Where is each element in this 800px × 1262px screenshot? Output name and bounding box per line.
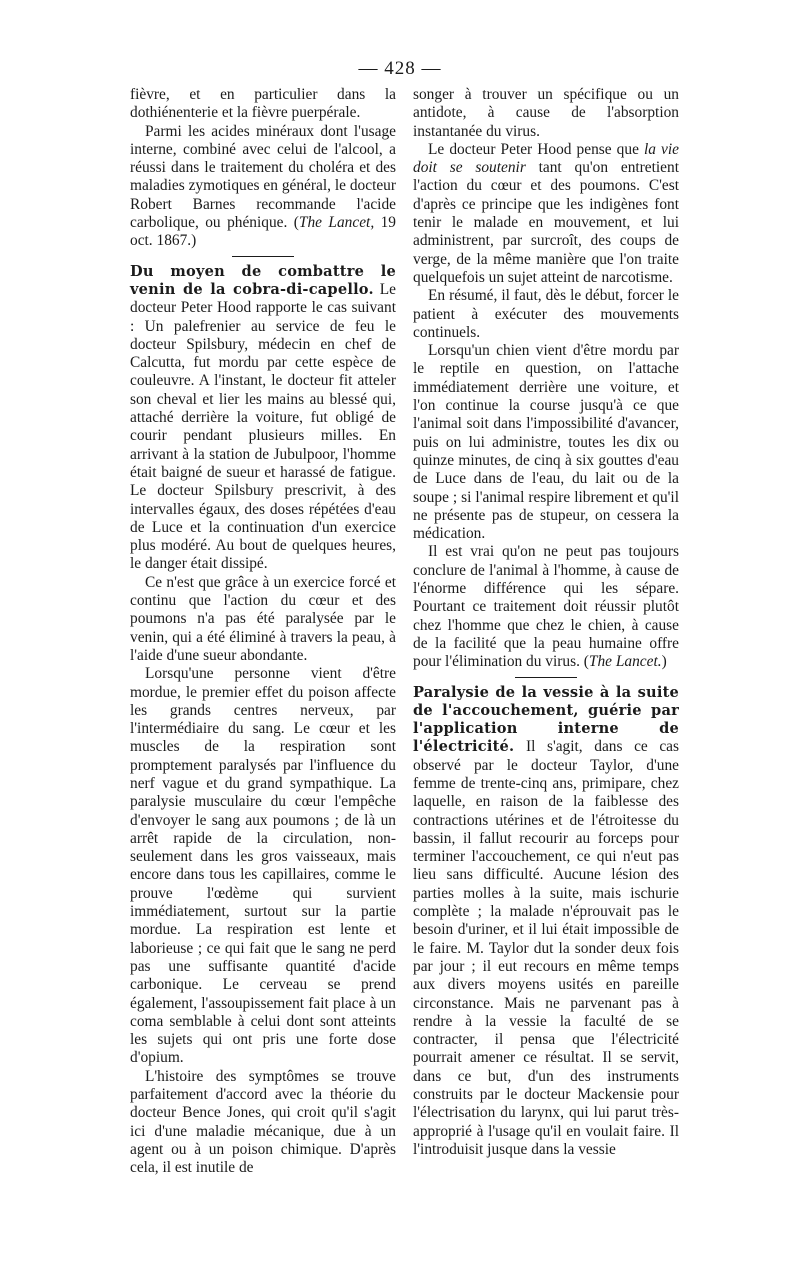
source-citation: The Lancet, bbox=[298, 214, 375, 232]
paragraph: En résumé, il faut, dès le début, forcer le patient à exécuter des mouvements continuels. bbox=[413, 287, 679, 341]
article-heading: Du moyen de combattre le venin de la cobra-di-capello. bbox=[130, 262, 396, 298]
paragraph bbox=[130, 123, 396, 251]
page-number: — 428 — bbox=[358, 58, 442, 79]
section-divider bbox=[515, 677, 577, 678]
paragraph-text: Le docteur Peter Hood pense que bbox=[428, 140, 644, 158]
citation-date: 19 oct. 1867.) bbox=[130, 214, 397, 250]
paragraph: Ce n'est que grâce à un exercice forcé et continu que l'action du cœur et des poumons n'a pas été paralysée par le venin, qui a été éliminé à travers la peau, à l'aide d'une sueur abondante. bbox=[130, 573, 396, 664]
article-heading: Paralysie de la vessie à la suite de l'accouchement, guérie par l'application interne de l'électricité. bbox=[413, 683, 679, 756]
paragraph-text: Parmi les acides minéraux dont l'usage interne, combiné avec celui de l'alcool, a réussi dans le traitement du choléra et des maladies zymotiques en général, le docteur Robert Barnes recommande l'acide carbolique, ou phénique. ( bbox=[130, 122, 396, 232]
paragraph-text: tant qu'on entretient l'action du cœur et des poumons. C'est d'après ce principe que les indigènes font tenir le malade en mouvement, et lui administrent, par surcroît, des coups de verge, de la même manière que l'on traite quelquefois un sujet atteint de narcotisme. bbox=[413, 159, 679, 286]
emphasis: la vie doit se soutenir bbox=[413, 140, 679, 177]
paragraph bbox=[413, 141, 679, 287]
left-column bbox=[130, 86, 396, 1178]
paragraph: L'histoire des symptômes se trouve parfaitement d'accord avec la théorie du docteur Bence Jones, qui croit qu'il s'agit ici d'une maladie mécanique, due à un agent ou à un poison chimique. D'après cela, il est inutile de bbox=[130, 1067, 396, 1177]
paragraph: songer à trouver un spécifique ou un antidote, à cause de l'absorption instantanée du virus. bbox=[413, 86, 679, 140]
section-divider bbox=[232, 256, 294, 257]
source-citation: The Lancet. bbox=[588, 653, 662, 671]
article-text: Le docteur Peter Hood rapporte le cas suivant : Un palefrenier au service de feu le docteur Spilsbury, médecin en chef de Calcutta, fut mordu par cette espèce de couleuvre. A l'instant, le docteur fit atteler son cheval et lier les mains au blessé qui, attaché derrière la voiture, fut obligé de courir pendant plusieurs milles. En arrivant à la station de Jubulpoor, l'homme était baigné de sueur et harassé de fatigue. Le docteur Spilsbury prescrivit, à des intervalles égaux, des doses répétées d'eau de Luce et la continuation d'un exercice plus modéré. Au bout de quelques heures, le danger était dissipé. bbox=[130, 280, 396, 573]
right-column bbox=[413, 86, 679, 1159]
citation-end: ) bbox=[661, 653, 667, 671]
article bbox=[413, 684, 679, 1160]
paragraph-text: Il est vrai qu'on ne peut pas toujours conclure de l'animal à l'homme, à cause de l'énorme différence qui les sépare. Pourtant ce traitement doit réussir plutôt chez l'homme que chez le chien, à cause de la facilité que la peau humaine offre pour l'élimination du virus. ( bbox=[413, 543, 679, 671]
paragraph: Lorsqu'un chien vient d'être mordu par le reptile en question, on l'attache immédiatement derrière une voiture, et l'on continue la course jusqu'à ce que l'animal soit dans l'impossibilité d'avancer, puis on lui administre, toutes les dix ou quinze minutes, de cinq à six gouttes d'eau de Luce dans de l'eau, du lait ou de la soupe ; si l'animal respire librement et qu'il ne présente pas de stupeur, on cessera la médication. bbox=[413, 342, 679, 543]
paragraph bbox=[413, 543, 679, 671]
paragraph: Lorsqu'une personne vient d'être mordue, le premier effet du poison affecte les grands centres nerveux, par l'intermédiaire du sang. Le cœur et les muscles de la respiration sont promptement paralysés par l'influence du nerf vague et du grand sympathique. La paralysie musculaire du cœur l'empêche d'envoyer le sang aux poumons ; de là un arrêt rapide de la circulation, non-seulement dans les gros vaisseaux, mais encore dans tous les capillaires, comme le prouve l'œdème qui survient immédiatement, surtout sur la partie mordue. La respiration est lente et laborieuse ; ce qui fait que le sang ne perd pas une suffisante quantité d'acide carbonique. Le cerveau se prend également, l'assoupissement fait place à un coma semblable à celui dont sont atteints les sujets qui ont pris une forte dose d'opium. bbox=[130, 665, 396, 1067]
article bbox=[130, 263, 396, 574]
paragraph: fièvre, et en particulier dans la dothiénenterie et la fièvre puerpérale. bbox=[130, 86, 396, 122]
article-text: Il s'agit, dans ce cas observé par le docteur Taylor, d'une femme de trente-cinq ans, primipare, chez laquelle, en raison de la faiblesse des contractions utérines et de l'étroitesse du bassin, il fallut recourir au forceps pour terminer l'accouchement, ce qui n'eut pas lieu sans difficulté. Aucune lésion des parties molles à la suite, mais ischurie complète ; la malade n'éprouvait pas le besoin d'uriner, et il lui était impossible de le faire. M. Taylor dut la sonder deux fois par jour ; il eut recours en même temps aux divers moyens usités en pareille circonstance. Mais ne parvenant pas à rendre à la vessie la faculté de se contracter, il pensa que l'électricité pourrait amener ce résultat. Il se servit, dans ce but, d'un des instruments construits par le docteur Mackensie pour l'électrisation du larynx, qui lui parut très-approprié à l'usage qu'il en voulait faire. Il l'introduisit jusque dans la vessie bbox=[413, 738, 679, 1158]
